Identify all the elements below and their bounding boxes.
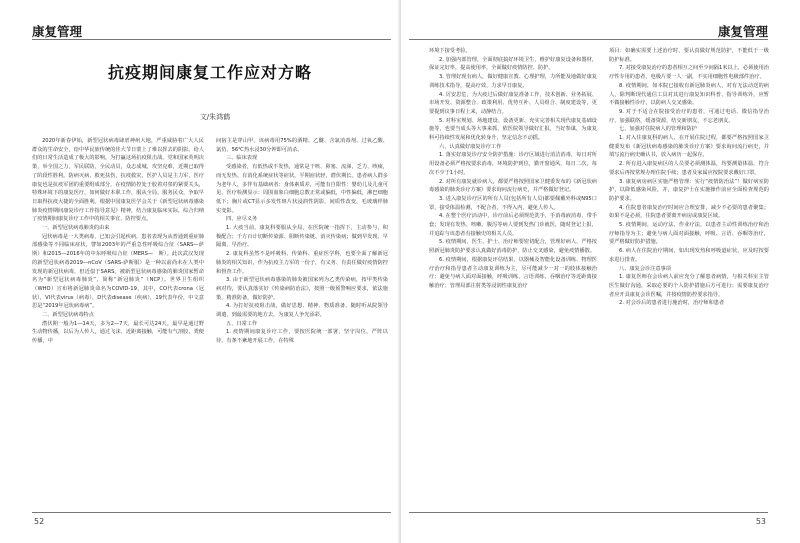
paragraph: 9. 对于不适合在院接受治疗的患者，可通过电话、微信指导治疗，加强联络，缓备资源，结交新朋友，不忘老朋友。 — [609, 108, 769, 124]
text-column-4 — [609, 47, 769, 308]
text-column-1 — [32, 137, 204, 346]
paragraph: 5. 对科室规划、场地建设、设备更新、充实完善相关现代康复基础设施等，也要当成头等大事来抓，依医院领导做好汇报，当好参谋，为康复科可持续性发展和优化转身升，坚定信念不动摇。 — [429, 117, 597, 142]
section-heading: 八、康复会诊注意事项 — [619, 265, 671, 272]
page-number: 52 — [34, 517, 45, 526]
paragraph: 间宿主是穿山甲。该病毒用75%的酒精、乙醚、含氯消毒剂、过氧乙酸、氯仿、56℃热水浸30分钟即可消杀。 — [216, 138, 388, 153]
section-heading: 四、应尽义务 — [226, 216, 258, 223]
left-page — [0, 0, 399, 543]
page-number: 53 — [755, 517, 766, 526]
section-header: 康复管理 — [32, 24, 83, 39]
paragraph: 2. 对所有康复就诊病人，都要严格按照国家卫健委发布的《新冠状病毒感染的肺炎诊疗方案》要求询问流行病史，并严格做好登记。 — [429, 178, 597, 194]
right-page — [401, 0, 800, 543]
header-rule — [409, 39, 768, 40]
paragraph: 4. 住院患者康复治疗时间应合理安排，减少不必要的患者聚集；如果不是必须，住院患者要离开病房或康复区域。 — [609, 204, 769, 220]
paragraph: 1. 对入住康复科的病人，在开展住院过程，都要严格按照国家卫健委发布《新冠状病毒感染的肺炎诊疗方案》要求询问流行病史，并填写流行病史确认书，放入病历一起保存。 — [609, 135, 769, 159]
paragraph: 8. 疫情期间，如本院已接收有新冠肺炎病人，对有无法动送的病人，除判断现代通信工具对其进行康复知识科普、指导训练外，应暂不做接触性诊疗，以防病人交叉感染。 — [609, 82, 769, 107]
paragraph: 项目：如确实需要上述治疗时，要认真做好规范防护，不能低于一级防护标准。 — [609, 48, 769, 63]
footer-rule — [32, 512, 391, 513]
paragraph: 4. 为打好抗疫阻击战，做好思想、精神、物质准备，随时听从院领导调遣，到最需要的地方去，为康复人争光添彩。 — [216, 303, 388, 319]
paragraph: 3. 由于新型冠状病毒感染的肺炎被国家列为乙类传染病，按甲类传染病对待，要认真落实好《传染病防治法》，按照一级预警响应要求，依法施策，精准防备，做好防护。 — [216, 277, 388, 301]
paragraph: 潜伏期一般为1—14天，多为2—7天，最长可达24天。最早是通过野生动物传播，以后为人传人，通过飞沫、近距离接触，可能有气溶胶、粪便传播，中 — [32, 320, 204, 345]
paragraph: 3. 进入康复诊疗区的所有人员(包括所有人员)都要佩戴外科或N95口罩，接受体温检测，不配合者，不得入内，避免人传人。 — [429, 195, 597, 211]
header-rule — [32, 39, 391, 40]
paragraph: 2. 康复科虽然不是呼吸科、传染科、重症医学科，也要全面了解新冠肺炎的相关知识，作为抗疫主力军的一份子，有义务、有责任做好疫情防控和督查工作。 — [216, 251, 388, 275]
paragraph: 5. 疫情期间，运动疗法、作业疗法，以患者主动性训练治疗和治疗师指导为主；避免与病人面对面接触，呼吸、言语、吞咽等治疗，要严格做好防护措施。 — [609, 222, 769, 246]
paragraph: 6. 病人在住院治疗期间，如出现发热和呼吸道症状，应及时按要求进行排查。 — [609, 248, 769, 263]
section-heading: 三、临床表现 — [226, 155, 258, 162]
paragraph: 1. 疫情期间康复诊疗工作，要按医院统一部署，坚守岗位，严阵以待，有条不紊地开展工作，在特殊 — [216, 329, 388, 345]
paragraph: 1. 康复医师在会诊病人前应充分了解患者病情，与相关科室主管医生做好沟通，采取必要的个人防护措施后方可进行；需要康复治疗者应开具康复会诊医嘱，并按疫情防控要求指导。 — [609, 274, 769, 298]
footer-rule — [409, 512, 768, 513]
paragraph: 7. 对接受康复治疗的患者相互之间至少间隔1米以上，必须使用治疗性专用的患者，电极片要一人一副，不实用细胞性电极部件治疗。 — [609, 65, 769, 81]
section-header: 康复管理 — [717, 24, 768, 39]
section-heading: 七、加强对住院病人的管理和防护 — [619, 126, 697, 133]
paragraph: 5. 疫情期间，医生、护士、治疗师要密切配合，管理好病人，严格按照新冠肺炎防护要求认真做好消毒防护，防止交叉感染，避免疫情播散。 — [429, 239, 597, 255]
paragraph: 1. 落实好康复诊疗安全防护措施：诊疗区域进行消洁消毒，每日对所用设备必须严格按要求消毒，环境防护到位，勤开窗通风，每日二次，每次不少于1小时。 — [429, 152, 597, 176]
section-heading: 一、新型冠状病毒肺炎的由来 — [42, 225, 110, 232]
paragraph: 受感染者，有低热或不发热，通常是干咳、鼻塞、流涕、乏力、咳痰，而无发热、有消化系统症状等症状，平期症状轻，潜伏期长。患者病人群多为老年人，多伴有基础病者：身体素质差，可能有自限性：婴幼儿及儿童可见，医疗检测显示：周围血象白细胞总数正常或偏低，中性偏低，淋巴细胞低下；胸片或CT显示多发性斑片状浸润性阴影，间质性改变，毛玻璃样肺实变影。 — [216, 164, 388, 214]
paragraph: 环境下接受考验。 — [429, 48, 471, 54]
paragraph: 冠状病毒是一大类病毒，已知会引起疾病，患者表现为从普通到重症肺部感染等不同临床症状，譬如2003年的严重急性呼吸综合征（SARS—萨斯）和2015—2016年的中东呼吸综合征（MERS— 斯）。此次武汉发现的新型冠状病毒2019—nCoV（SARS-萨斯服）是一种以前尚未在人类中发现的新冠状病毒，但近似于SARS。被新型冠状病毒感染的肺炎国家暂命名为“新型冠状病毒肺炎”，简称“新冠肺炎”（NCP）。世界卫生组织（WHO）宣布将新冠肺炎命名为COVID-19，其中，CO代表crona（冠状），VI代表virus（病毒），D代表disease（疾病），19代表年份，中文意思是“2019年冠状病毒病”。 — [32, 233, 204, 310]
paragraph: 3. 管理好现有病人，做好健康宣教、心理护理，力所能及地做好康复训练技术指导，提高疗效，力求早日康复。 — [429, 74, 597, 89]
text-column-3 — [429, 47, 597, 291]
paragraph: 4. 在整个医疗活动中，诊疗前后必须规范洗手，手消毒液消毒，带手套；发现有发热、咳嗽、腹泻等病人要到发热门诊就医，随时登记上报，并追踪与该患者有接触史的相关人员。 — [429, 213, 597, 237]
section-heading: 二、新型冠状病毒特点 — [42, 312, 94, 319]
paragraph: 2. 加强内部管理，全面彻底搞好环境卫生，维护好康复设备和器材，保证完好率，提高使用率，全面做好疫情防控、防护。 — [429, 56, 597, 72]
section-heading: 五、日常工作 — [226, 320, 258, 327]
text-column-2 — [216, 137, 388, 346]
section-heading: 六、认真做好康复诊疗工作 — [439, 143, 502, 150]
paragraph: 2020年新春伊始，新型冠状病毒肆虐神州大地，严重威胁着广大人民群众的生命安全，给中华民族传统的佳大节日蒙上了难以挥去的阴影。给人们的日常生活造成了极大的影响。为打赢这场抗疫阻击战，党和国家英明决策，举全国之力，军民联防，全民动员，众志成城，攻坚克难，近期已取得了阶段性胜利。防病灭病，救死扶伤，抗疫救灾，医护人员是主力军，医疗康复也是抗疫军团的重要组成部分，在疫情防控处于胶着对垒的紧要关头，特殊环境下的康复医疗，如何做好本职工作，服从全局，服务民众，争取早日取得抗疫大捷的全面胜利。根据中国康复医学会关于《新型冠状病毒感染肺炎疫情期间康复诊疗工作指导意见》精神，结合康复临床实际，综合归纳了疫情期间康复诊疗工作中的相关事宜、防控要点。 — [32, 138, 204, 223]
paragraph: 2. 对会诊后的患者进行施治时，治疗师和患者 — [619, 300, 725, 307]
article-title: 抗疫期间康复工作应对方略 — [107, 63, 312, 82]
paragraph: 4. 厉安思危，为大疫过后做好康复准备工作，技术创新、业务拓展、市场开发、资源整合、政策利用、优势互补、人员组合、制度建设等，更要提到议事日程上来，动静结合。 — [429, 91, 597, 115]
paragraph: 2. 所有进入康复病区的人员要必须测体温，均要测量体温，符合要求后再按常规办理住院手续；患者及家属应按院要求戴好口罩。 — [609, 161, 769, 176]
article-author: 文/朱鸿鹤 — [199, 113, 231, 121]
paragraph: 6. 疫情期间，根据康复评估结果，以器械及智能化设备训练、物理医疗治疗和指导患者主动康复训练为主，尽可能减少一对一的肢体接触治疗；避免与病人面对面接触，呼吸训练、言语训练、吞咽治疗等近距离接触治疗；管理局部注射类等浸润性康复治疗 — [429, 256, 597, 289]
paragraph: 3. 康复病房病区实施严格管理：实行“疫情防治法”！做好病室防护，以降低感染风险，并，康复护士在实施操作前应全面检查规范的防护要求。 — [609, 178, 769, 202]
paragraph: 1. 大疫当前，康复科要服从全局，在医院统一指挥下，主动参与，积极配合；千方百计切断传染源、阻断传染链、消灭传染病；做到早发现、早隔离、早治疗。 — [216, 225, 388, 249]
